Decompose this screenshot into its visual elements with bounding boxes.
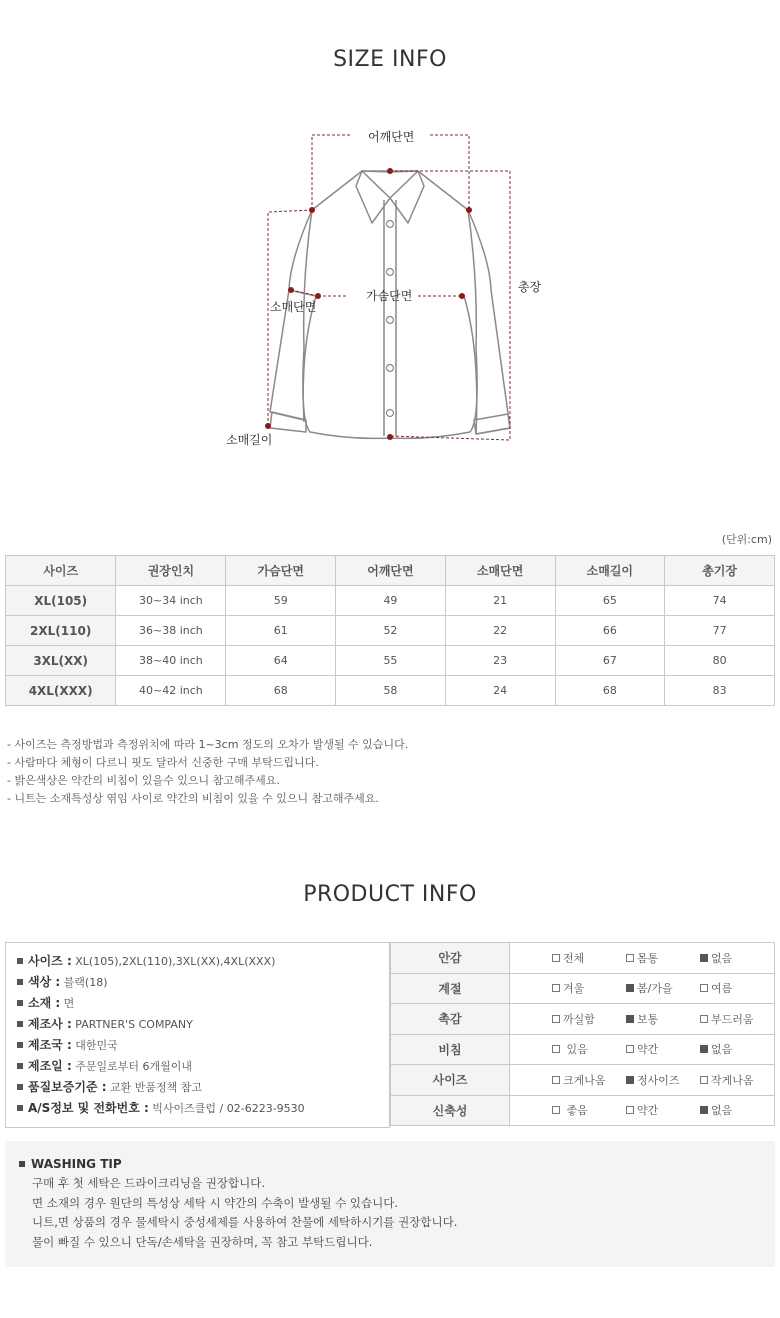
detail-value: 면	[63, 997, 75, 1010]
size-info-title: SIZE INFO	[333, 47, 447, 72]
note-line: - 밝은색상은 약간의 비침이 있을수 있으니 참고해주세요.	[7, 774, 280, 787]
unchecked-box-icon	[700, 984, 708, 992]
size-notes	[7, 736, 408, 808]
table-cell: 74	[665, 586, 775, 616]
table-cell: 66	[555, 616, 665, 646]
attribute-option	[626, 1072, 700, 1088]
attribute-label: 비침	[391, 1034, 510, 1065]
table-row	[6, 676, 775, 706]
detail-value: 대한민국	[75, 1039, 118, 1052]
option-label: 전체	[563, 951, 585, 965]
attribute-option	[626, 1011, 700, 1027]
bullet-icon	[17, 1105, 23, 1111]
table-row	[6, 616, 775, 646]
detail-row	[17, 1078, 389, 1099]
size-cell: 3XL(XX)	[6, 646, 116, 676]
table-cell: 61	[226, 616, 336, 646]
unchecked-box-icon	[626, 954, 634, 962]
table-cell: 21	[445, 586, 555, 616]
attribute-options	[510, 973, 775, 1004]
table-cell: 40~42 inch	[116, 676, 226, 706]
unchecked-box-icon	[700, 1076, 708, 1084]
washing-tip-line: 구매 후 첫 세탁은 드라이크리닝을 권장합니다.	[32, 1176, 266, 1190]
header-cell: 총기장	[665, 556, 775, 586]
option-label: 보통	[637, 1012, 659, 1026]
attribute-row	[391, 943, 775, 974]
detail-key: 제조국 :	[28, 1038, 72, 1052]
detail-key: 소재 :	[28, 996, 61, 1010]
detail-key: 제조사 :	[28, 1017, 72, 1031]
product-info-title: PRODUCT INFO	[303, 882, 477, 907]
size-cell: 4XL(XXX)	[6, 676, 116, 706]
checked-box-icon	[626, 1015, 634, 1023]
attribute-options	[510, 1034, 775, 1065]
attribute-options	[510, 943, 775, 974]
unit-label: (단위:cm)	[721, 533, 772, 546]
checked-box-icon	[700, 1106, 708, 1114]
attribute-option	[626, 950, 700, 966]
note-line: - 사이즈는 측정방법과 측정위치에 따라 1~3cm 정도의 오차가 발생될 수 있습니다.	[7, 738, 409, 751]
attribute-option	[552, 950, 626, 966]
attribute-row	[391, 1004, 775, 1035]
table-cell: 65	[555, 586, 665, 616]
option-label: 있음	[563, 1043, 588, 1057]
header-cell: 소매길이	[555, 556, 665, 586]
option-label: 좋음	[563, 1104, 588, 1118]
table-cell: 24	[445, 676, 555, 706]
header-cell: 소매단면	[445, 556, 555, 586]
table-cell: 58	[336, 676, 446, 706]
detail-key: 제조일 :	[28, 1059, 72, 1073]
table-cell: 80	[665, 646, 775, 676]
bullet-icon	[17, 979, 23, 985]
shirt-illustration	[0, 110, 780, 460]
bullet-icon	[19, 1161, 25, 1167]
attribute-option	[552, 1011, 626, 1027]
washing-tip-line: 니트,면 상품의 경우 물세탁시 중성세제를 사용하여 찬물에 세탁하시기를 권장합니다.	[32, 1215, 458, 1229]
table-cell: 30~34 inch	[116, 586, 226, 616]
table-cell: 38~40 inch	[116, 646, 226, 676]
attribute-option	[700, 1072, 774, 1088]
checked-box-icon	[700, 1045, 708, 1053]
detail-row	[17, 1036, 389, 1057]
bullet-icon	[17, 958, 23, 964]
option-label: 작게나옴	[711, 1073, 754, 1087]
bullet-icon	[17, 1042, 23, 1048]
detail-key: 품질보증기준 :	[28, 1080, 107, 1094]
header-cell: 사이즈	[6, 556, 116, 586]
size-cell: 2XL(110)	[6, 616, 116, 646]
detail-row	[17, 1015, 389, 1036]
detail-value: XL(105),2XL(110),3XL(XX),4XL(XXX)	[75, 955, 276, 968]
table-cell: 49	[336, 586, 446, 616]
unchecked-box-icon	[626, 1045, 634, 1053]
table-cell: 68	[555, 676, 665, 706]
option-label: 약간	[637, 1043, 659, 1057]
unchecked-box-icon	[552, 1076, 560, 1084]
detail-key: A/S정보 및 전화번호 :	[28, 1101, 149, 1115]
option-label: 없음	[711, 951, 733, 965]
washing-tip-heading	[19, 1157, 775, 1171]
chest-label: 가슴단면	[366, 289, 413, 303]
unchecked-box-icon	[552, 954, 560, 962]
attribute-option	[700, 1041, 774, 1057]
attribute-options	[510, 1065, 775, 1096]
size-table-header	[6, 556, 775, 586]
attribute-options	[510, 1004, 775, 1035]
bullet-icon	[17, 1063, 23, 1069]
detail-row	[17, 1099, 389, 1120]
attribute-option	[700, 1102, 774, 1118]
attribute-option	[626, 1102, 700, 1118]
washing-tip-title: WASHING TIP	[31, 1157, 122, 1171]
option-label: 몸통	[637, 951, 659, 965]
length-label: 총장	[518, 280, 542, 294]
attribute-option	[626, 980, 700, 996]
sleeve-width-label: 소매단면	[270, 300, 317, 314]
attribute-label: 계절	[391, 973, 510, 1004]
table-cell: 64	[226, 646, 336, 676]
checked-box-icon	[700, 954, 708, 962]
checked-box-icon	[626, 984, 634, 992]
attribute-label: 사이즈	[391, 1065, 510, 1096]
detail-key: 사이즈 :	[28, 954, 72, 968]
table-cell: 59	[226, 586, 336, 616]
attribute-option	[700, 1011, 774, 1027]
attribute-option	[626, 1041, 700, 1057]
washing-tip-line: 면 소재의 경우 원단의 특성상 세탁 시 약간의 수축이 발생될 수 있습니다.	[32, 1195, 399, 1210]
table-cell: 52	[336, 616, 446, 646]
shoulder-label: 어깨단면	[368, 130, 415, 144]
table-cell: 55	[336, 646, 446, 676]
unchecked-box-icon	[552, 1045, 560, 1053]
sleeve-length-label: 소매길이	[226, 433, 273, 447]
table-cell: 67	[555, 646, 665, 676]
unchecked-box-icon	[552, 1015, 560, 1023]
attribute-label: 안감	[391, 943, 510, 974]
shirt-size-diagram	[0, 110, 780, 460]
option-label: 크게나옴	[563, 1073, 606, 1087]
attribute-row	[391, 1095, 775, 1126]
attribute-option	[552, 1072, 626, 1088]
table-row	[6, 586, 775, 616]
detail-row	[17, 994, 389, 1015]
option-label: 여름	[711, 982, 733, 996]
washing-tip	[5, 1141, 775, 1267]
washing-tip-line: 물이 빠질 수 있으니 단독/손세탁을 권장하며, 꼭 참고 부탁드립니다.	[32, 1234, 373, 1249]
option-label: 없음	[711, 1043, 733, 1057]
table-row	[6, 646, 775, 676]
attribute-options	[510, 1095, 775, 1126]
header-cell: 어깨단면	[336, 556, 446, 586]
unchecked-box-icon	[626, 1106, 634, 1114]
attribute-label: 신축성	[391, 1095, 510, 1126]
option-label: 봄/가을	[637, 982, 673, 996]
detail-value: 빅사이즈클럽 / 02-6223-9530	[152, 1102, 305, 1115]
attribute-option	[552, 980, 626, 996]
unchecked-box-icon	[700, 1015, 708, 1023]
detail-row	[17, 973, 389, 994]
size-table	[5, 555, 775, 706]
detail-value: PARTNER'S COMPANY	[75, 1018, 193, 1031]
table-cell: 22	[445, 616, 555, 646]
option-label: 없음	[711, 1104, 733, 1118]
product-attributes-table	[390, 942, 775, 1126]
bullet-icon	[17, 1000, 23, 1006]
attribute-option	[700, 950, 774, 966]
attribute-row	[391, 1034, 775, 1065]
header-cell: 권장인치	[116, 556, 226, 586]
unchecked-box-icon	[552, 1106, 560, 1114]
table-cell: 36~38 inch	[116, 616, 226, 646]
detail-value: 블랙(18)	[63, 976, 108, 989]
option-label: 까실함	[563, 1012, 595, 1026]
attribute-row	[391, 973, 775, 1004]
detail-row	[17, 1057, 389, 1078]
note-line: - 사람마다 체형이 다르니 핏도 달라서 신중한 구매 부탁드립니다.	[7, 756, 319, 769]
table-cell: 68	[226, 676, 336, 706]
attribute-row	[391, 1065, 775, 1096]
note-line: - 니트는 소재특성상 엮임 사이로 약간의 비침이 있을 수 있으니 참고해주세요.	[7, 792, 379, 805]
bullet-icon	[17, 1021, 23, 1027]
product-details	[5, 942, 390, 1128]
size-cell: XL(105)	[6, 586, 116, 616]
table-cell: 77	[665, 616, 775, 646]
attribute-label: 촉감	[391, 1004, 510, 1035]
header-cell: 가슴단면	[226, 556, 336, 586]
option-label: 겨울	[563, 982, 585, 996]
table-cell: 23	[445, 646, 555, 676]
option-label: 부드러움	[711, 1012, 754, 1026]
unchecked-box-icon	[552, 984, 560, 992]
detail-row	[17, 952, 389, 973]
detail-value: 교환 반품정책 참고	[110, 1081, 203, 1094]
option-label: 정사이즈	[637, 1073, 680, 1087]
attribute-option	[700, 980, 774, 996]
checked-box-icon	[626, 1076, 634, 1084]
attribute-option	[552, 1102, 626, 1118]
detail-value: 주문일로부터 6개월이내	[75, 1060, 193, 1073]
table-cell: 83	[665, 676, 775, 706]
attribute-option	[552, 1041, 626, 1057]
detail-key: 색상 :	[28, 975, 61, 989]
bullet-icon	[17, 1084, 23, 1090]
option-label: 약간	[637, 1104, 659, 1118]
